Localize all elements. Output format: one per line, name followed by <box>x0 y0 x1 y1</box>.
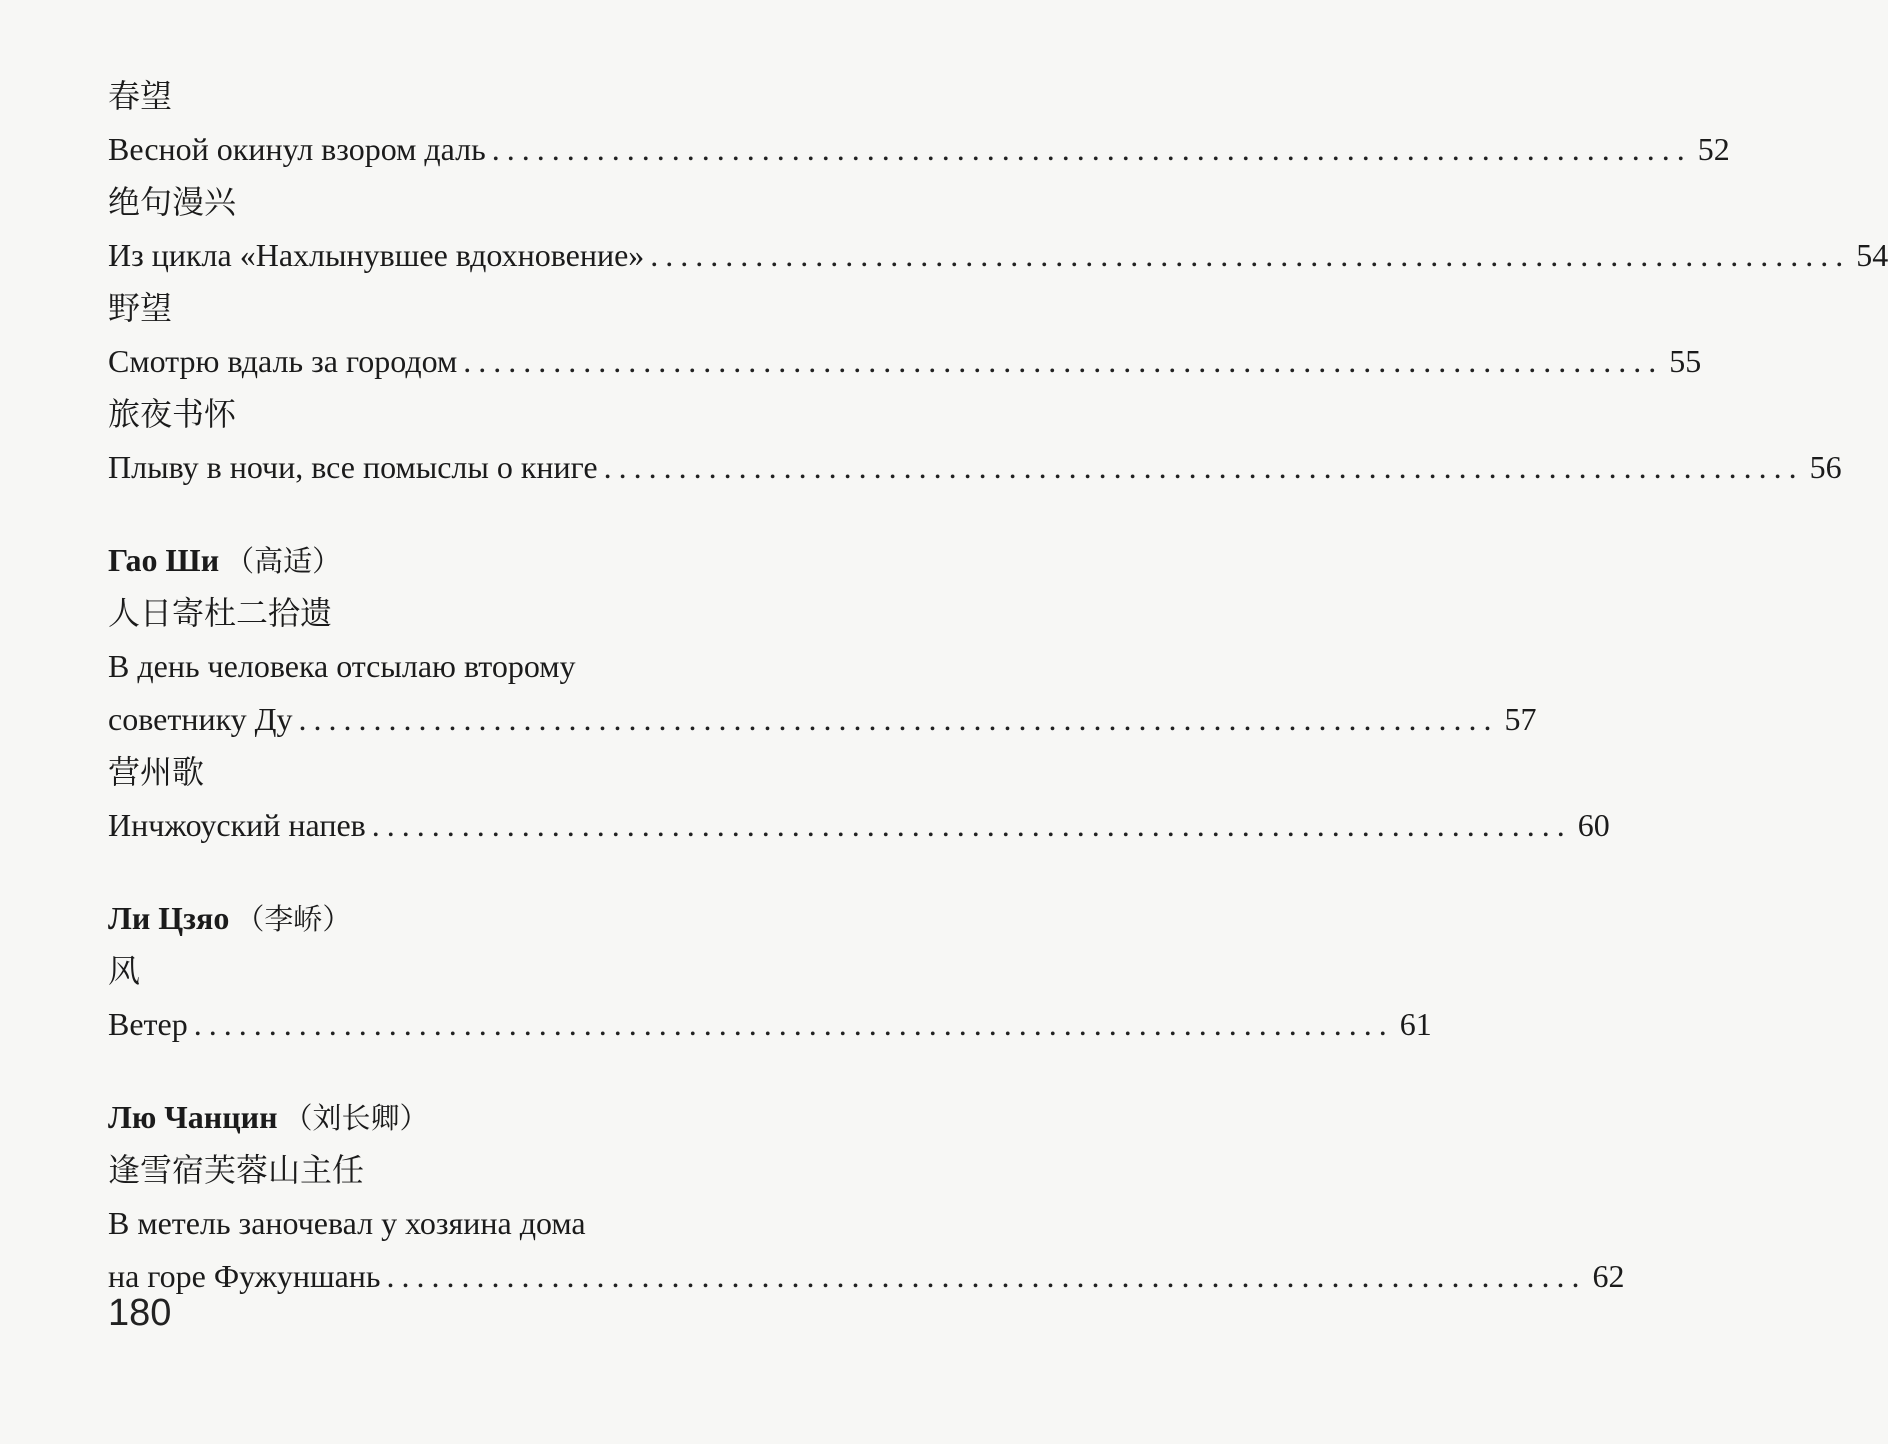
toc-section <box>108 70 1888 494</box>
dot-leader: ................................................................................ <box>463 343 1664 379</box>
toc-section <box>108 534 1610 852</box>
author-name-ru: Гао Ши <box>108 542 220 578</box>
dot-leader: ................................................................................ <box>298 701 1499 737</box>
author-name-zh: （李峤） <box>235 902 352 936</box>
author-heading <box>108 1091 914 1144</box>
author-heading <box>108 892 914 945</box>
dot-leader: ................................................................................ <box>650 237 1851 273</box>
work-title-ru: Весной окинул взором даль <box>108 131 486 167</box>
work-title-ru: В день человека отсылаю второму <box>108 648 576 684</box>
work-title-zh: 营州歌 <box>108 753 205 791</box>
entry-page-number: 55 <box>1669 343 1702 379</box>
toc-section <box>108 892 1432 1051</box>
toc-entry <box>108 123 1730 176</box>
work-title-zh: 人日寄杜二拾遗 <box>108 594 333 632</box>
work-title-zh: 春望 <box>108 77 173 115</box>
entry-page-number: 52 <box>1697 131 1730 167</box>
toc-entry <box>108 998 1432 1051</box>
work-title-zh: 风 <box>108 952 141 990</box>
toc-entry <box>108 441 1842 494</box>
entry-page-number: 60 <box>1577 807 1610 843</box>
author-name-zh: （刘长卿） <box>283 1101 429 1135</box>
work-title-ru: Ветер <box>108 1006 188 1042</box>
author-name-ru: Лю Чанцин <box>108 1099 278 1135</box>
dot-leader: ................................................................................ <box>491 131 1692 167</box>
work-title-zh: 逢雪宿芙蓉山主任 <box>108 1151 365 1189</box>
author-name-ru: Ли Цзяо <box>108 900 230 936</box>
author-heading <box>108 534 914 587</box>
toc-entry <box>108 799 1610 852</box>
entry-page-number: 57 <box>1504 701 1537 737</box>
toc-entry <box>108 1250 1625 1303</box>
work-title-zh: 旅夜书怀 <box>108 395 237 433</box>
work-title-zh: 野望 <box>108 289 173 327</box>
entry-page-number: 56 <box>1809 449 1842 485</box>
toc-entry <box>108 693 1537 746</box>
work-title-ru: на горе Фужуншань <box>108 1258 381 1294</box>
work-title-ru: Из цикла «Нахлынувшее вдохновение» <box>108 237 645 273</box>
dot-leader: ................................................................................ <box>386 1258 1587 1294</box>
table-of-contents <box>108 70 1888 1303</box>
toc-section <box>108 1091 1625 1303</box>
dot-leader: ................................................................................ <box>371 807 1572 843</box>
toc-entry <box>108 335 1702 388</box>
page-number: 180 <box>108 1292 172 1334</box>
work-title-ru: Плыву в ночи, все помыслы о книге <box>108 449 598 485</box>
dot-leader: ................................................................................ <box>193 1006 1394 1042</box>
toc-entry <box>108 229 1888 282</box>
dot-leader: ................................................................................ <box>603 449 1804 485</box>
work-title-ru: В метель заночевал у хозяина дома <box>108 1205 586 1241</box>
section-gap <box>108 852 914 892</box>
work-title-ru: Инчжоуский напев <box>108 807 366 843</box>
section-gap <box>108 1051 914 1091</box>
entry-page-number: 54 <box>1856 237 1888 273</box>
work-title-zh: 绝句漫兴 <box>108 183 237 221</box>
author-name-zh: （高适） <box>225 544 342 578</box>
work-title-ru: Смотрю вдаль за городом <box>108 343 458 379</box>
entry-page-number: 62 <box>1592 1258 1625 1294</box>
work-title-ru: советнику Ду <box>108 701 293 737</box>
entry-page-number: 61 <box>1399 1006 1432 1042</box>
section-gap <box>108 494 914 534</box>
